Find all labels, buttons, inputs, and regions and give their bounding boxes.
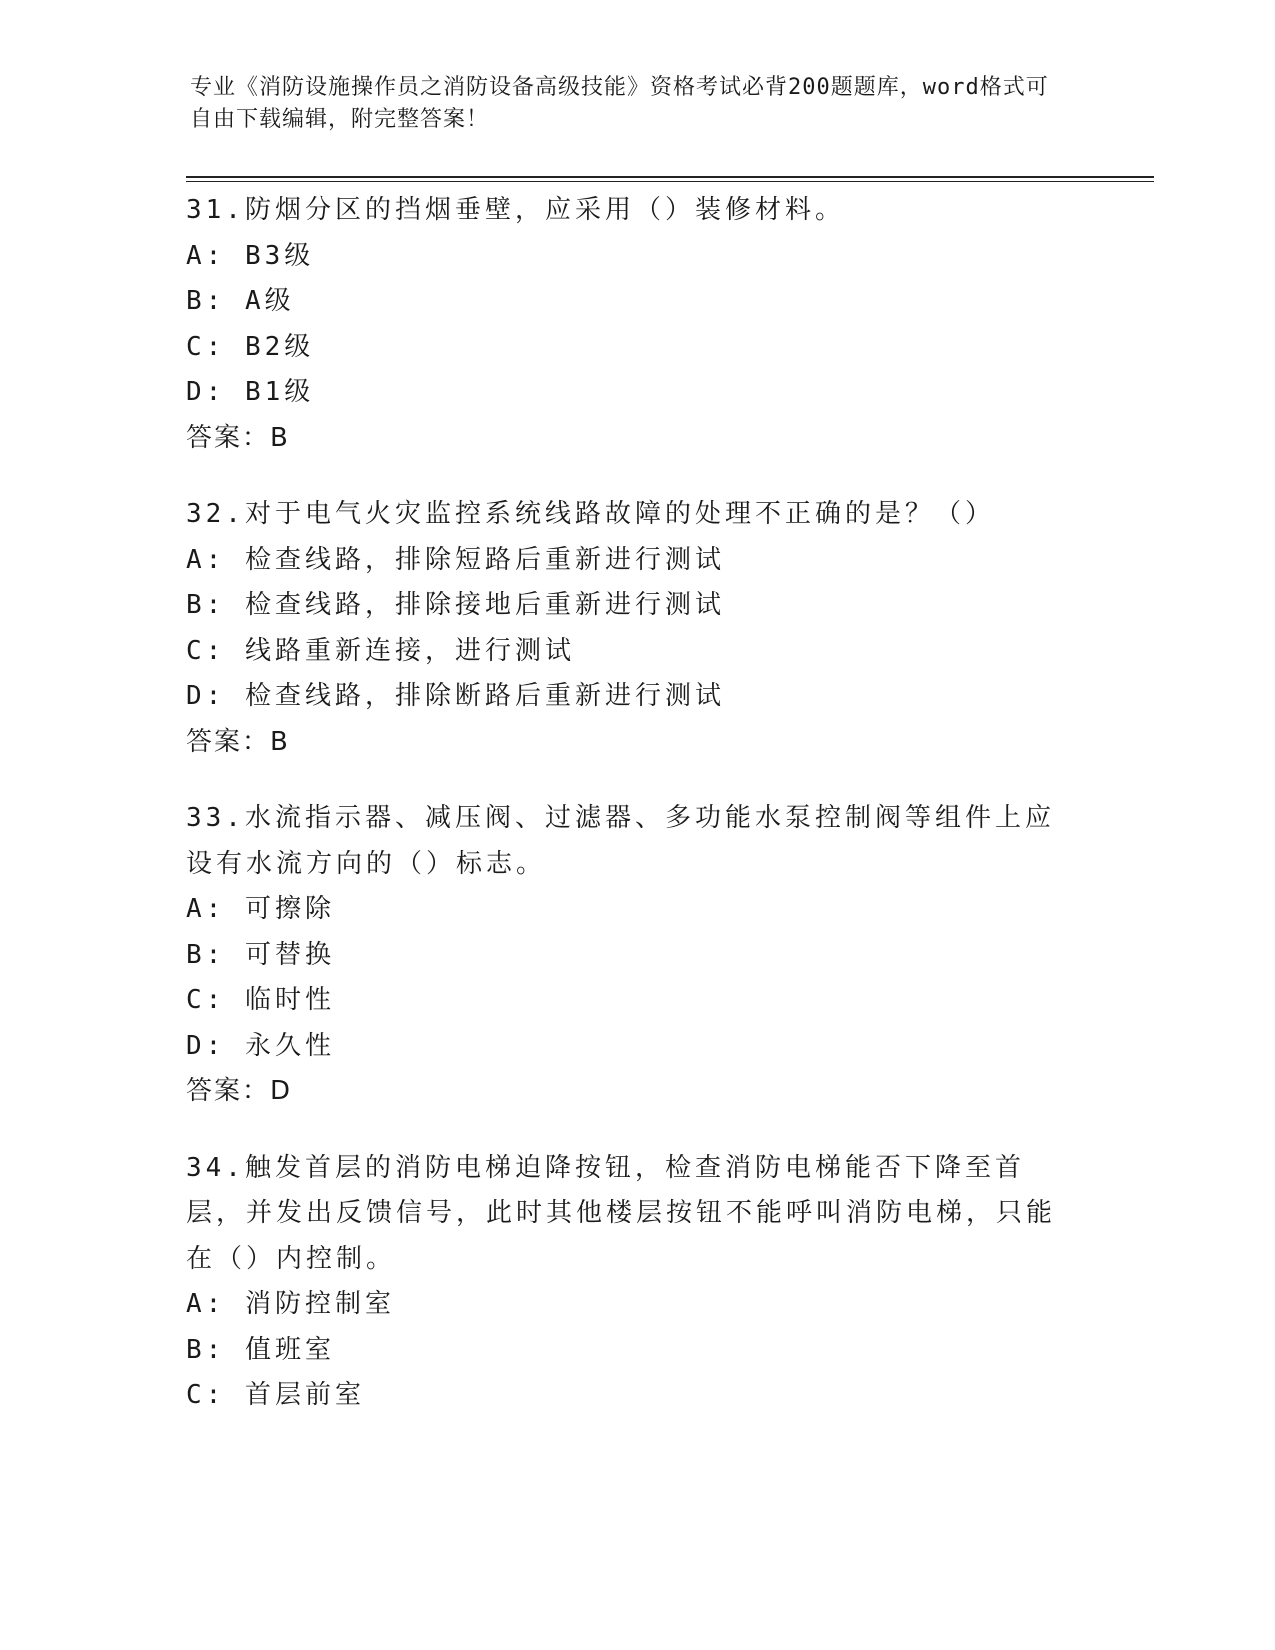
- option-a: A: 检查线路，排除短路后重新进行测试: [186, 544, 725, 575]
- question-stem: 34.触发首层的消防电梯迫降按钮，检查消防电梯能否下降至首层，并发出反馈信号，此时其他楼层按钮不能呼叫消防电梯，只能在（）内控制。: [186, 1152, 1057, 1274]
- option-c: C: 临时性: [186, 985, 335, 1015]
- option-b: B: 检查线路，排除接地后重新进行测试: [186, 590, 725, 620]
- document-header: 专业《消防设施操作员之消防设备高级技能》资格考试必背200题题库，word格式可自由下载编辑，附完整答案！: [190, 75, 1049, 132]
- option-b: B: 可替换: [186, 939, 335, 970]
- header-divider: [186, 176, 1154, 182]
- question-31: [186, 188, 1086, 461]
- question-stem: 31.防烟分区的挡烟垂壁，应采用（）装修材料。: [186, 195, 845, 225]
- question-32: [186, 492, 1086, 765]
- option-a: A: B3级: [186, 240, 315, 271]
- option-b: B: 值班室: [186, 1334, 335, 1365]
- question-34: [186, 1146, 1086, 1419]
- option-d: D: 检查线路，排除断路后重新进行测试: [186, 681, 725, 711]
- question-list: [186, 188, 1086, 1450]
- question-stem: 33.水流指示器、减压阀、过滤器、多功能水泵控制阀等组件上应设有水流方向的（）标志。: [186, 803, 1055, 879]
- option-d: D: B1级: [186, 377, 315, 407]
- question-33: [186, 796, 1086, 1115]
- option-d: D: 永久性: [186, 1030, 335, 1061]
- option-c: C: 线路重新连接，进行测试: [186, 635, 575, 666]
- answer-line: 答案：D: [186, 1076, 293, 1106]
- option-c: C: 首层前室: [186, 1380, 365, 1410]
- option-b: B: A级: [186, 286, 295, 316]
- option-c: C: B2级: [186, 331, 315, 362]
- question-stem: 32.对于电气火灾监控系统线路故障的处理不正确的是？（）: [186, 499, 995, 529]
- answer-line: 答案：B: [186, 422, 290, 453]
- option-a: A: 消防控制室: [186, 1289, 395, 1319]
- option-a: A: 可擦除: [186, 894, 335, 924]
- answer-line: 答案：B: [186, 726, 290, 757]
